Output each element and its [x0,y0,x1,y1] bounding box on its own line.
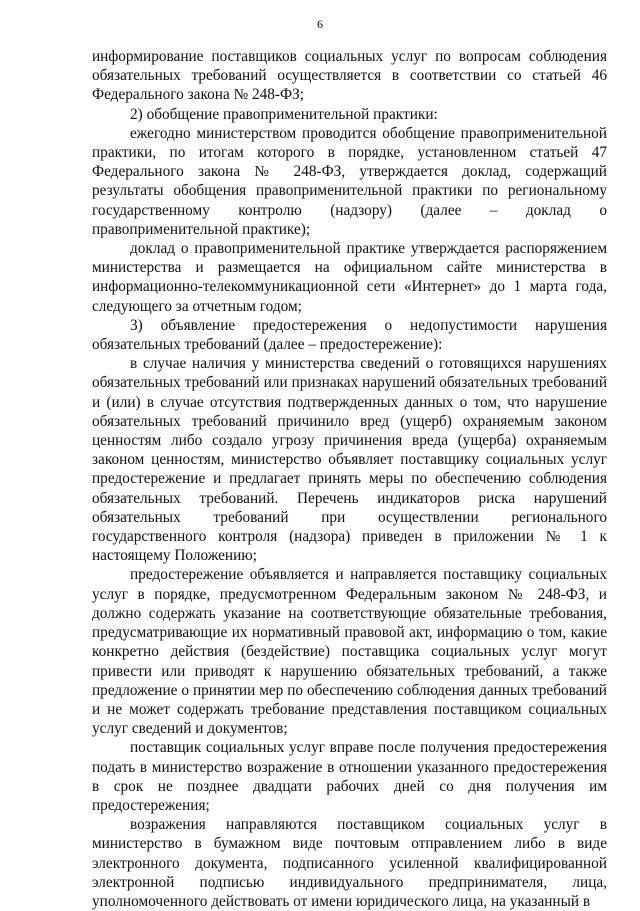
page-number: 6 [317,17,323,31]
paragraph-report-approval: доклад о правоприменительной практике утверждается распоряжением министерства и размещается на официальном сайте министерства в информационно-телекоммуникационной сети «Интернет» до 1 марта года, следующего за отчетным годом; [92,240,607,315]
paragraph-warning-grounds: в случае наличия у министерства сведений о готовящихся нарушениях обязательных требований или признаках нарушений обязательных требований и (или) в случае отсутствия подтвержденных данных о том, что нарушение обязательных требований причинило вред (ущерб) охраняемым законом ценностям либо создало угрозу причинения вреда (ущерба) охраняемым законом ценностям, министерство объявляет поставщику социальных услуг предостережение и предлагает принять меры по обеспечению соблюдения обязательных требований. Перечень индикаторов риска нарушений обязательных требований при осуществлении регионального государственного контроля (надзора) приведен в приложении № 1 к настоящему Положению; [92,355,607,565]
paragraph-item-3-heading: 3) объявление предостережения о недопустимости нарушения обязательных требований (далее – предостережение): [92,316,607,354]
paragraph-item-2-heading: 2) обобщение правоприменительной практики: [130,105,438,123]
paragraph-objection-right: поставщик социальных услуг вправе после получения предостережения подать в министерство возражение в отношении указанного предостережения в срок не позднее двадцати рабочих дней со дня получения им предостережения; [92,739,607,814]
paragraph-annual-generalization: ежегодно министерством проводится обобщение правоприменительной практики, по итогам которого в порядке, установленном статьей 47 Федерального закона № 248-ФЗ, утверждается доклад, содержащий результаты обобщения правоприменительной практики по региональному государственному контролю (надзору) (далее – доклад о правоприменительной практике); [92,124,607,238]
paragraph-informing-continuation: информирование поставщиков социальных услуг по вопросам соблюдения обязательных требований осуществляется в соответствии со статьей 46 Федерального закона № 248-ФЗ; [92,48,607,104]
paragraph-objection-submission: возражения направляются поставщиком социальных услуг в министерство в бумажном виде почтовым отправлением либо в виде электронного документа, подписанного усиленной квалифицированной электронной подписью индивидуального предпринимателя, лица, уполномоченного действовать от имени юридического лица, на указанный в [92,816,607,910]
paragraph-warning-content: предостережение объявляется и направляется поставщику социальных услуг в порядке, предусмотренном Федеральным законом № 248-ФЗ, и должно содержать указание на соответствующие обязательные требования, предусматривающие их нормативный правовой акт, информацию о том, какие конкретно действия (бездействие) поставщика социальных услуг могут привести или приводят к нарушению обязательных требований, а также предложение о принятии мер по обеспечению соблюдения данных требований и не может содержать требование представления поставщиком социальных услуг сведений и документов; [92,566,607,738]
document-body [92,47,607,911]
